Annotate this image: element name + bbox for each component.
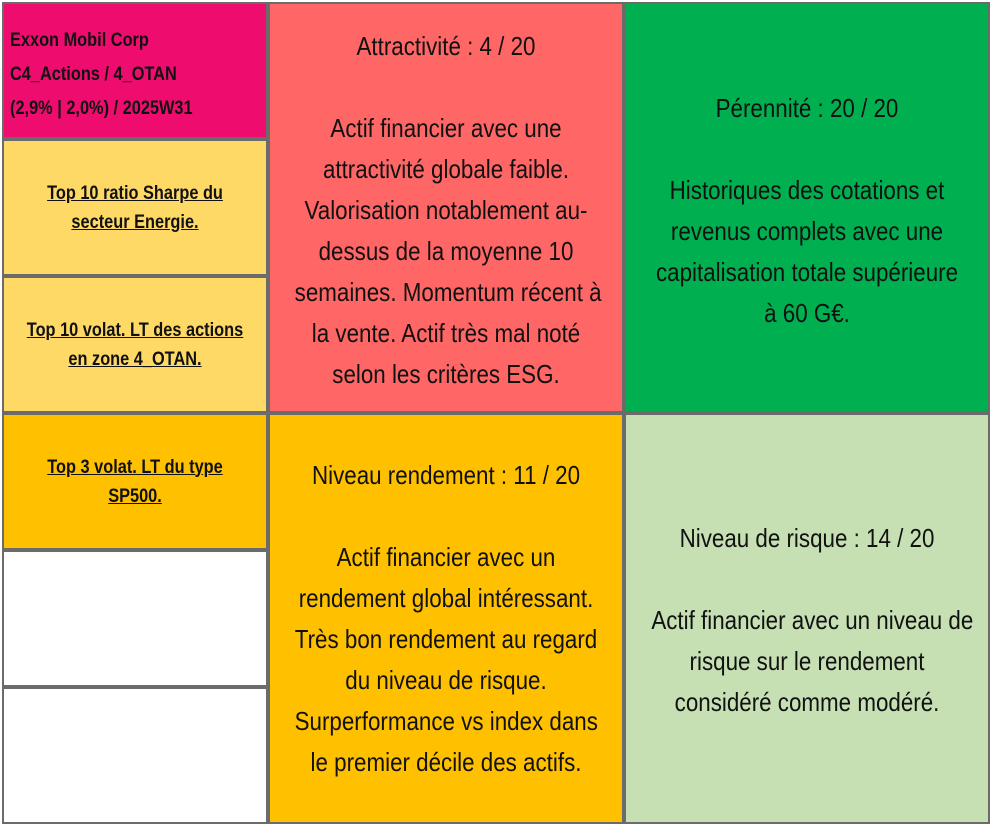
attractivite-text-line: dessus de la moyenne 10 [318, 236, 574, 266]
rendement-panel [268, 413, 624, 824]
asset-header [2, 2, 268, 139]
tag-volat-zone-line2: en zone 4_OTAN. [68, 348, 202, 370]
attractivite-text-line: la vente. Actif très mal noté [311, 318, 581, 348]
tag-sharpe-line1: Top 10 ratio Sharpe du [47, 182, 223, 204]
perennite-text-line: capitalisation totale supérieure [655, 257, 959, 287]
risque-panel [624, 413, 990, 824]
perennite-text-line: à 60 G€. [764, 298, 850, 328]
attractivite-text-line: attractivité globale faible. [322, 154, 570, 184]
empty-cell [2, 687, 268, 824]
perennite-panel [624, 2, 990, 413]
tag-volat-type-line2: SP500. [108, 485, 162, 507]
rendement-text-line: Très bon rendement au regard [294, 624, 598, 654]
rendement-text-line: le premier décile des actifs. [310, 747, 582, 777]
tag-sharpe-line2: secteur Energie. [71, 211, 199, 233]
risque-text-line: risque sur le rendement [689, 646, 925, 676]
tag-volat-zone[interactable] [2, 276, 268, 413]
tag-sharpe[interactable] [2, 139, 268, 276]
attractivite-panel [268, 2, 624, 413]
rendement-text-line: Actif financier avec un [336, 542, 556, 572]
risque-text-line: Actif financier avec un niveau de [651, 605, 974, 635]
attractivite-title: Attractivité : 4 / 20 [356, 31, 536, 61]
risque-title: Niveau de risque : 14 / 20 [679, 523, 935, 553]
perennite-text-line: revenus complets avec une [670, 216, 944, 246]
rendement-text-line: Surperformance vs index dans [294, 706, 598, 736]
rendement-text-line: du niveau de risque. [345, 665, 547, 695]
perennite-text-line: Historiques des cotations et [669, 175, 945, 205]
perennite-title: Pérennité : 20 / 20 [715, 93, 899, 123]
attractivite-text-line: semaines. Momentum récent à [294, 277, 602, 307]
risque-text-line: considéré comme modéré. [674, 687, 940, 717]
rendement-title: Niveau rendement : 11 / 20 [311, 460, 581, 490]
asset-stats: (2,9% | 2,0%) / 2025W31 [10, 98, 193, 119]
attractivite-text-line: Valorisation notablement au- [304, 195, 588, 225]
tag-volat-type-line1: Top 3 volat. LT du type [47, 456, 223, 478]
empty-cell [2, 550, 268, 687]
attractivite-text-line: Actif financier avec une [330, 113, 562, 143]
asset-name: Exxon Mobil Corp [10, 30, 149, 51]
asset-category: C4_Actions / 4_OTAN [10, 64, 177, 85]
attractivite-text-line: selon les critères ESG. [332, 359, 560, 389]
rendement-text-line: rendement global intéressant. [298, 583, 594, 613]
tag-volat-type[interactable] [2, 413, 268, 550]
tag-volat-zone-line1: Top 10 volat. LT des actions [26, 319, 244, 341]
